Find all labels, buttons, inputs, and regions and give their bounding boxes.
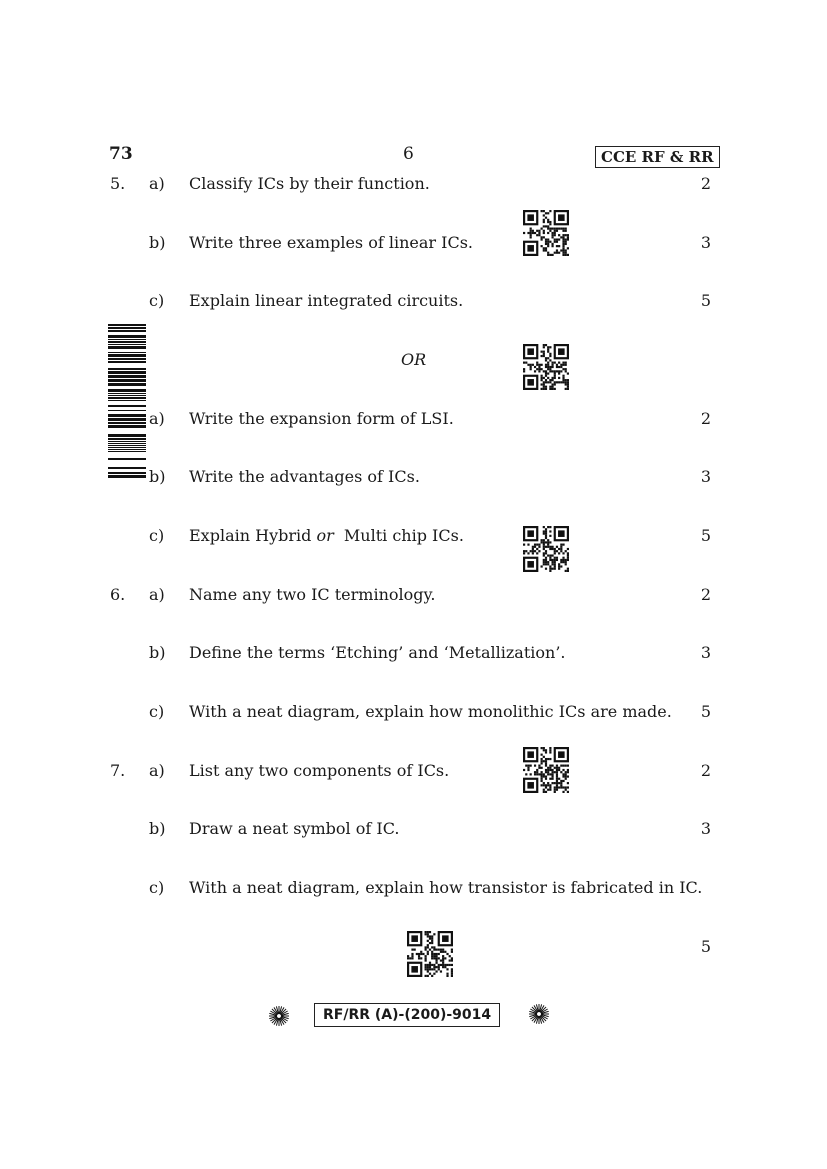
question-part: a) (149, 585, 165, 604)
question-7b (0, 818, 827, 840)
question-number: 6. (110, 585, 126, 604)
question-marks: 5 (700, 937, 711, 956)
question-part: c) (149, 291, 165, 310)
question-text: With a neat diagram, explain how monolithic ICs are made. (189, 702, 672, 721)
asterisk-ornament-icon (268, 1005, 290, 1027)
page-number: 6 (403, 144, 414, 164)
question-5-alt-b (0, 466, 827, 488)
question-number: 5. (110, 174, 126, 193)
question-marks: 2 (700, 409, 711, 428)
qr-code-icon (523, 210, 569, 256)
qr-code-icon (523, 747, 569, 793)
question-5-alt-a (0, 408, 827, 430)
question-text-or: or (316, 526, 334, 545)
question-part: c) (149, 526, 165, 545)
question-marks: 5 (700, 291, 711, 310)
question-text: Name any two IC terminology. (189, 585, 436, 604)
asterisk-ornament-icon (528, 1003, 550, 1025)
qr-code-icon (523, 526, 569, 572)
question-6c (0, 701, 827, 723)
paper-code-box: RF/RR (A)-(200)-9014 (314, 1003, 500, 1027)
question-part: b) (149, 467, 166, 486)
question-marks: 2 (700, 585, 711, 604)
question-marks: 2 (700, 174, 711, 193)
question-part: a) (149, 174, 165, 193)
question-text: With a neat diagram, explain how transistor is fabricated in IC. (189, 878, 703, 897)
question-5c (0, 290, 827, 312)
question-marks: 5 (700, 526, 711, 545)
question-6b (0, 642, 827, 664)
question-number: 7. (110, 761, 126, 780)
or-separator (0, 349, 827, 371)
question-5-alt-c (0, 525, 827, 547)
question-text: Draw a neat symbol of IC. (189, 819, 400, 838)
question-part: b) (149, 819, 166, 838)
question-text: Explain linear integrated circuits. (189, 291, 464, 310)
question-part: c) (149, 878, 165, 897)
qr-code-icon (407, 931, 453, 977)
question-text-before: Explain Hybrid (189, 526, 317, 545)
question-text: Classify ICs by their function. (189, 174, 430, 193)
question-text: Write the advantages of ICs. (189, 467, 420, 486)
question-7a (0, 760, 827, 782)
barcode-icon (108, 324, 146, 482)
question-marks: 5 (700, 702, 711, 721)
question-5b (0, 232, 827, 254)
qr-code-icon (523, 344, 569, 390)
question-7c (0, 877, 827, 899)
question-text: Define the terms ‘Etching’ and ‘Metallization’. (189, 643, 566, 662)
question-marks: 2 (700, 761, 711, 780)
question-6a (0, 584, 827, 606)
question-text: List any two components of ICs. (189, 761, 450, 780)
question-part: b) (149, 643, 166, 662)
question-marks: 3 (700, 819, 711, 838)
question-part: c) (149, 702, 165, 721)
question-part: a) (149, 409, 165, 428)
question-marks: 3 (700, 233, 711, 252)
question-marks: 3 (700, 643, 711, 662)
question-marks: 3 (700, 467, 711, 486)
question-text (189, 525, 464, 547)
question-paper-code-number: 73 (109, 144, 133, 164)
question-part: b) (149, 233, 166, 252)
exam-code-box: CCE RF & RR (595, 146, 720, 168)
question-text: Write the expansion form of LSI. (189, 409, 454, 428)
question-text: Write three examples of linear ICs. (189, 233, 473, 252)
question-part: a) (149, 761, 165, 780)
question-text-after: Multi chip ICs. (333, 526, 464, 545)
question-5a (0, 173, 827, 195)
or-label: OR (401, 350, 427, 369)
